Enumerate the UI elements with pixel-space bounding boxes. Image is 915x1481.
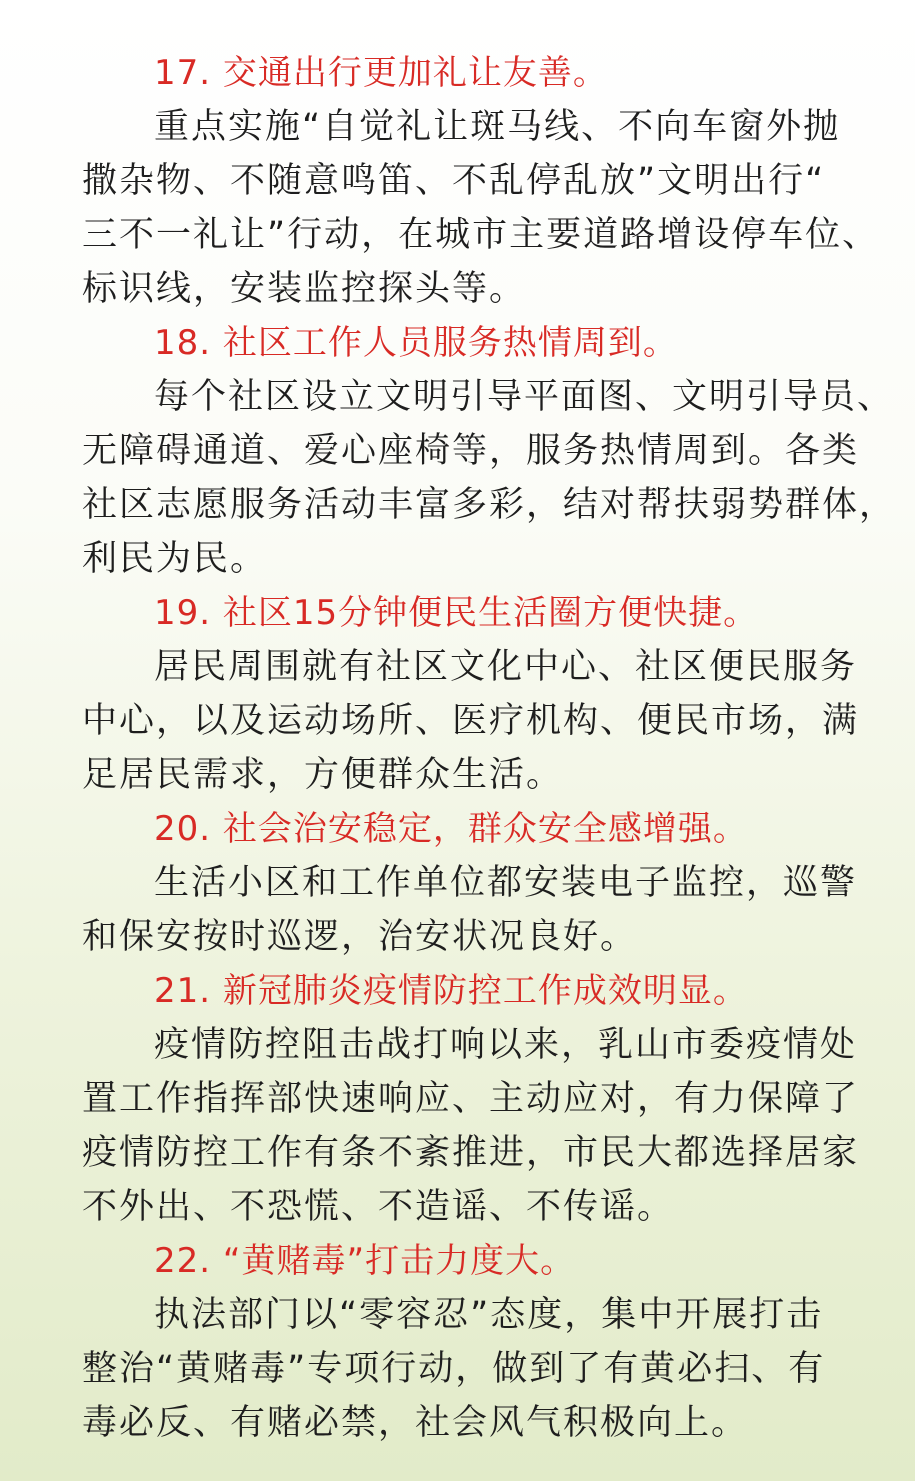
section-17-heading: 17. 交通出行更加礼让友善。 bbox=[154, 53, 608, 93]
section-18-line-2: 无障碍通道、爱心座椅等，服务热情周到。各类 bbox=[82, 431, 860, 471]
section-20-heading: 20. 社会治安稳定，群众安全感增强。 bbox=[154, 809, 748, 849]
section-22 bbox=[82, 1234, 867, 1450]
section-18-line-1: 每个社区设立文明引导平面图、文明引导员、 bbox=[154, 377, 895, 417]
section-19-line-2: 中心，以及运动场所、医疗机构、便民市场，满 bbox=[82, 701, 860, 741]
section-17-line-4: 标识线，安装监控探头等。 bbox=[82, 269, 527, 309]
section-21-body bbox=[82, 1018, 867, 1234]
section-20-body bbox=[82, 856, 867, 964]
section-20-line-1: 生活小区和工作单位都安装电子监控，巡警 bbox=[154, 863, 858, 903]
section-18 bbox=[82, 316, 897, 586]
section-17 bbox=[82, 46, 880, 316]
section-22-line-3: 毒必反、有赌必禁，社会风气积极向上。 bbox=[82, 1403, 749, 1443]
section-20-line-2: 和保安按时巡逻，治安状况良好。 bbox=[82, 917, 638, 957]
section-18-line-3: 社区志愿服务活动丰富多彩，结对帮扶弱势群体， bbox=[82, 485, 897, 525]
section-17-line-1: 重点实施“自觉礼让斑马线、不向车窗外抛 bbox=[154, 107, 841, 147]
section-17-line-3: 三不一礼让”行动，在城市主要道路增设停车位、 bbox=[82, 215, 880, 255]
section-19 bbox=[82, 586, 867, 802]
section-21-line-2: 置工作指挥部快速响应、主动应对，有力保障了 bbox=[82, 1079, 860, 1119]
section-21-line-3: 疫情防控工作有条不紊推进，市民大都选择居家 bbox=[82, 1133, 860, 1173]
section-22-line-1: 执法部门以“零容忍”态度，集中开展打击 bbox=[154, 1295, 824, 1335]
section-17-line-2: 撒杂物、不随意鸣笛、不乱停乱放”文明出行“ bbox=[82, 161, 826, 201]
section-21 bbox=[82, 964, 867, 1234]
section-20 bbox=[82, 802, 867, 964]
section-22-line-2: 整治“黄赌毒”专项行动，做到了有黄必扫、有 bbox=[82, 1349, 826, 1389]
section-18-line-4: 利民为民。 bbox=[82, 539, 268, 579]
section-19-heading: 19. 社区15分钟便民生活圈方便快捷。 bbox=[154, 593, 759, 633]
section-19-line-1: 居民周围就有社区文化中心、社区便民服务 bbox=[154, 647, 858, 687]
section-21-line-1: 疫情防控阻击战打响以来，乳山市委疫情处 bbox=[154, 1025, 858, 1065]
section-21-heading: 21. 新冠肺炎疫情防控工作成效明显。 bbox=[154, 971, 748, 1011]
section-19-line-3: 足居民需求，方便群众生活。 bbox=[82, 755, 564, 795]
section-18-heading: 18. 社区工作人员服务热情周到。 bbox=[154, 323, 678, 363]
section-18-body bbox=[82, 370, 897, 586]
section-22-body bbox=[82, 1288, 867, 1450]
section-17-body bbox=[82, 100, 880, 316]
section-19-body bbox=[82, 640, 867, 802]
section-22-heading: 22. “黄赌毒”打击力度大。 bbox=[154, 1241, 576, 1281]
section-21-line-4: 不外出、不恐慌、不造谣、不传谣。 bbox=[82, 1187, 675, 1227]
